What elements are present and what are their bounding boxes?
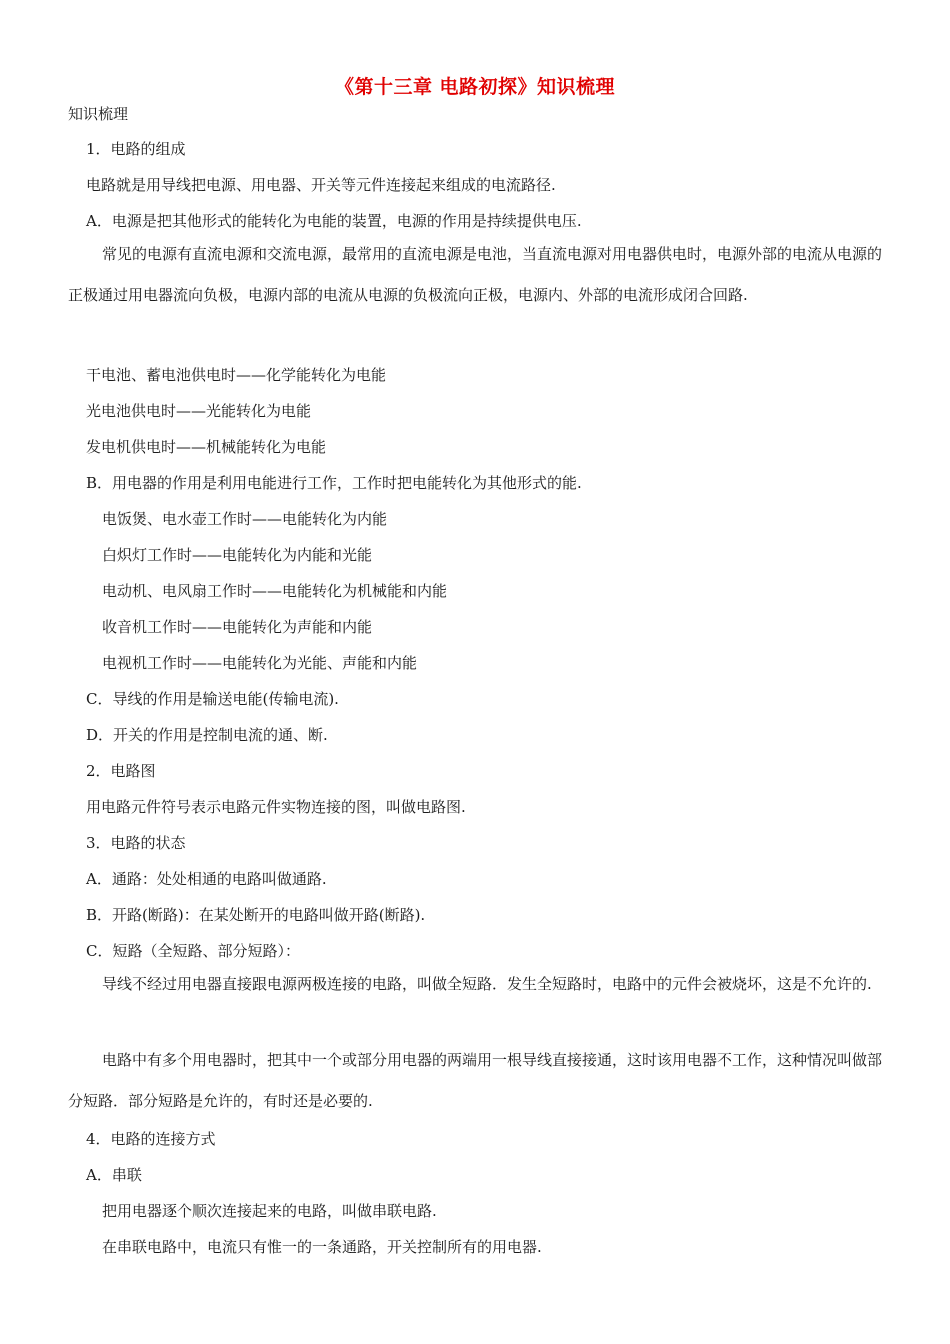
circuit-definition: 电路就是用导线把电源、用电器、开关等元件连接起来组成的电流路径. xyxy=(86,176,556,194)
heading-connection-methods: 4．电路的连接方式 xyxy=(86,1130,216,1148)
heading-circuit-diagram: 2．电路图 xyxy=(86,762,156,780)
circuit-diagram-definition: 用电路元件符号表示电路元件实物连接的图，叫做电路图. xyxy=(86,798,466,816)
series-definition: 把用电器逐个顺次连接起来的电路，叫做串联电路. xyxy=(102,1202,437,1220)
series-item: A．串联 xyxy=(86,1166,142,1184)
section-heading: 知识梳理 xyxy=(68,105,129,123)
source-example-line: 干电池、蓄电池供电时——化学能转化为电能 xyxy=(86,366,387,384)
switch-item: D．开关的作用是控制电流的通、断. xyxy=(86,726,328,744)
appliance-example-line: 电视机工作时——电能转化为光能、声能和内能 xyxy=(102,654,418,672)
document-title: 《第十三章 电路初探》知识梳理 xyxy=(334,76,616,98)
series-note: 在串联电路中，电流只有惟一的一条通路，开关控制所有的用电器. xyxy=(102,1238,542,1256)
open-circuit-item: B．开路(断路)：在某处断开的电路叫做开路(断路). xyxy=(86,906,426,924)
full-short-paragraph: 导线不经过用电器直接跟电源两极连接的电路，叫做全短路．发生全短路时，电路中的元件会被烧坏，这是不允许的. xyxy=(102,975,872,993)
power-source-paragraph: 常见的电源有直流电源和交流电源，最常用的直流电源是电池，当直流电源对用电器供电时，电源外部的电流从电源的正极通过用电器流向负极，电源内部的电流从电源的负极流向正极，电源内、外部的电流形成闭合回路. xyxy=(68,245,883,304)
heading-circuit-composition: 1．电路的组成 xyxy=(86,140,186,158)
power-source-item: A．电源是把其他形式的能转化为电能的装置，电源的作用是持续提供电压. xyxy=(86,212,582,230)
appliance-item: B．用电器的作用是利用电能进行工作，工作时把电能转化为其他形式的能. xyxy=(86,474,582,492)
wire-item: C．导线的作用是输送电能(传输电流). xyxy=(86,690,339,708)
partial-short-paragraph: 电路中有多个用电器时，把其中一个或部分用电器的两端用一根导线直接接通，这时该用电器不工作，这种情况叫做部分短路．部分短路是允许的，有时还是必要的. xyxy=(68,1051,883,1110)
heading-circuit-states: 3．电路的状态 xyxy=(86,834,186,852)
appliance-example-line: 电饭煲、电水壶工作时——电能转化为内能 xyxy=(102,510,388,528)
source-example-line: 光电池供电时——光能转化为电能 xyxy=(86,402,312,420)
short-circuit-item: C．短路（全短路、部分短路）： xyxy=(86,942,300,960)
source-example-line: 发电机供电时——机械能转化为电能 xyxy=(86,438,327,456)
appliance-example-line: 白炽灯工作时——电能转化为内能和光能 xyxy=(102,546,373,564)
appliance-example-line: 电动机、电风扇工作时——电能转化为机械能和内能 xyxy=(102,582,448,600)
appliance-example-line: 收音机工作时——电能转化为声能和内能 xyxy=(102,618,373,636)
closed-circuit-item: A．通路：处处相通的电路叫做通路. xyxy=(86,870,327,888)
